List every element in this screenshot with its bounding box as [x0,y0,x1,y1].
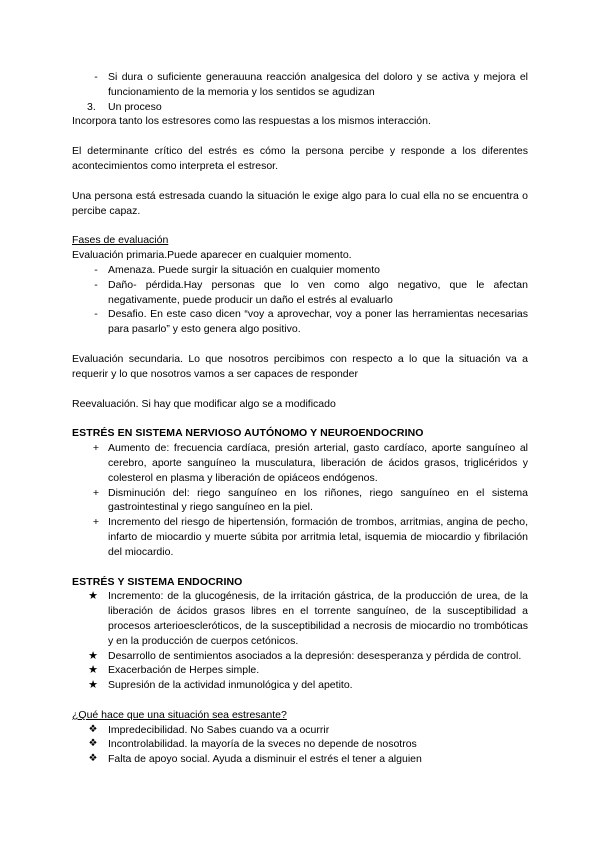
list-item-text: Incremento: de la glucogénesis, de la irritación gástrica, de la producción de urea, de la liberación de ácidos grasos libres en el torrente sanguíneo, de la susceptibilidad a procesos arterioescleróticos, de la susceptibilidad a necrosis de miocardio no trombóticas y en la producción de cuerpos cetónicos. [108,590,528,647]
list-item [72,486,528,516]
list-item-text: Un proceso [108,100,162,113]
list-item [72,737,528,752]
paragraph-estresada: Una persona está estresada cuando la situación le exige algo para lo cual ella no se encuentra o percibe capaz. [72,189,528,217]
diamond-bullet-icon: ❖ [88,738,98,750]
list-item [72,678,528,693]
dash-bullet: - [94,71,98,83]
list-item [72,441,528,485]
paragraph-interaccion: Incorpora tanto los estresores como las respuestas a los mismos interacción. [72,115,431,128]
list-item [72,70,528,100]
numbered-item [72,100,528,115]
dash-bullet: - [94,278,98,291]
paragraph-determinante: El determinante crítico del estrés es cómo la persona percibe y responde a los diferentes acontecimientos como interpreta el estresor. [72,145,528,172]
list-item [72,515,528,559]
list-item [72,649,528,664]
number-marker: 3. [87,100,96,113]
reevaluacion: Reevaluación. Si hay que modificar algo se a modificado [72,397,336,410]
plus-bullet: + [92,516,100,529]
evaluacion-secundaria: Evaluación secundaria. Lo que nosotros percibimos con respecto a lo que la situación va a requerir y lo que nosotros vamos a ser capaces de responder [72,352,528,380]
list-item-text: Amenaza. Puede surgir la situación en cualquier momento [108,263,380,276]
list-item-text: Disminución del: riego sanguíneo en los riñones, riego sanguíneo en el sistema gastrointestinal y riego sanguíneo en la piel. [108,486,528,514]
star-bullet-icon: ★ [88,679,98,692]
list-item-text: Falta de apoyo social. Ayuda a disminuir el estrés el tener a alguien [108,753,422,766]
list-item-text: Supresión de la actividad inmunológica y del apetito. [108,679,353,692]
star-bullet-icon: ★ [88,649,98,662]
list-item [72,752,528,767]
list-item-text: Impredecibilidad. No Sabes cuando va a ocurrir [108,723,330,736]
list-item [72,263,528,278]
list-item [72,589,528,648]
list-item-text: Desafio. En este caso dicen “voy a aprovechar, voy a poner las herramientas necesarias para pasarlo” y esto genera algo positivo. [108,308,528,336]
evaluacion-primaria: Evaluación primaria.Puede aparecer en cualquier momento. [72,249,352,262]
list-item-text: Si dura o suficiente generauuna reacción analgesica del doloro y se activa y mejora el funcionamiento de la memoria y los sentidos se agudizan [108,71,528,98]
diamond-bullet-icon: ❖ [88,723,98,735]
list-item [72,307,528,337]
diamond-bullet-icon: ❖ [88,753,98,765]
list-item-text: Aumento de: frecuencia cardíaca, presión arterial, gasto cardíaco, aporte sanguíneo al cerebro, aporte sanguíneo la musculatura, liberación de ácidos grasos, triglicéridos y colesterol en plasma y liberación de opiáceos endógenos. [108,442,528,484]
star-bullet-icon: ★ [88,590,98,603]
list-item [72,278,528,308]
endocrino-heading: ESTRÉS Y SISTEMA ENDOCRINO [72,575,243,588]
dash-bullet: - [94,263,98,276]
list-item [72,723,528,738]
list-item-text: Desarrollo de sentimientos asociados a la depresión: desesperanza y pérdida de control. [108,649,522,662]
fases-heading: Fases de evaluación [72,234,169,247]
dash-bullet: - [94,308,98,321]
list-item-text: Incremento del riesgo de hipertensión, formación de trombos, arritmias, angina de pecho, infarto de miocardio y muerte súbita por arritmia letal, isquemia de miocardio y fibrilación del miocardio. [108,516,528,558]
estresante-heading: ¿Qué hace que una situación sea estresante? [72,708,287,721]
plus-bullet: + [92,486,100,499]
list-item-text: Exacerbación de Herpes simple. [108,664,260,677]
star-bullet-icon: ★ [88,664,98,677]
list-item [72,663,528,678]
list-item-text: Daño- pérdida.Hay personas que lo ven como algo negativo, que le afectan negativamente, puede producir un daño el estrés al evaluarlo [108,278,528,306]
list-item-text: Incontrolabilidad. la mayoría de la sveces no depende de nosotros [108,738,417,751]
plus-bullet: + [92,442,100,455]
neuro-heading: ESTRÉS EN SISTEMA NERVIOSO AUTÓNOMO Y NEUROENDOCRINO [72,427,424,440]
